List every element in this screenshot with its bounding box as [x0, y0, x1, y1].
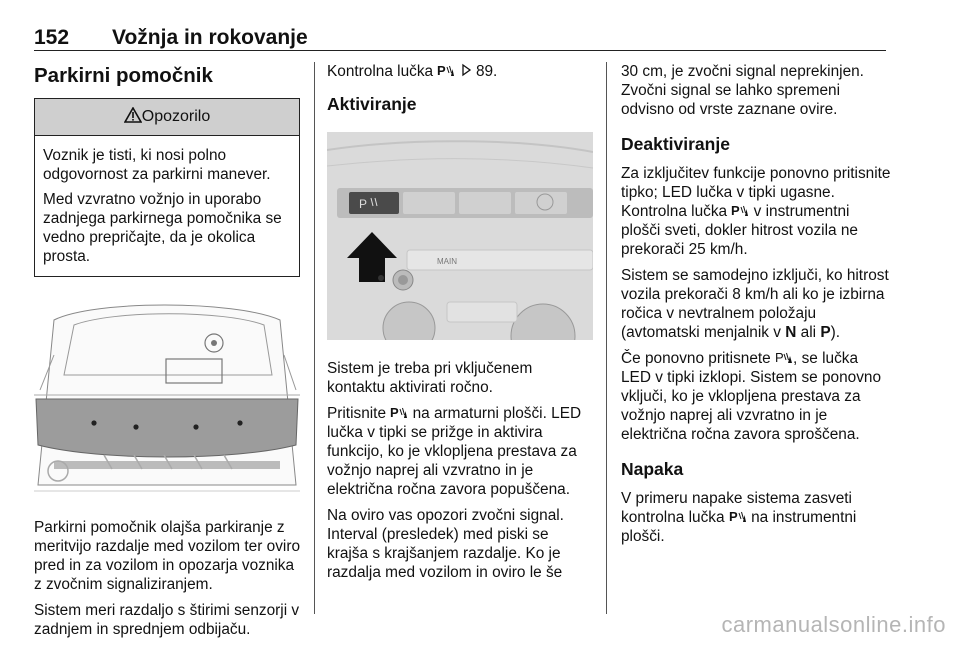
body-paragraph — [621, 164, 891, 259]
body-text: V primeru napake sistema zasveti kontrolna lučka — [621, 490, 852, 526]
svg-text:P: P — [728, 509, 738, 523]
column-3 — [621, 62, 891, 553]
subsection-title: Napaka — [621, 459, 684, 479]
warning-label: Opozorilo — [141, 108, 211, 125]
warning-box — [34, 98, 300, 277]
section-title: Parkirni pomočnik — [34, 64, 213, 87]
page-number: 152 — [34, 26, 70, 49]
warning-triangle-icon — [124, 107, 142, 123]
body-text: , se lučka LED v tipki izklopi. Sistem se ponovno vključi, ko je vklopljena prestava za vožnjo naprej ali vzvratno in je električna ročna zavora sproščena. — [621, 350, 882, 443]
subsection-title: Aktiviranje — [327, 94, 417, 114]
park-assist-button-icon — [775, 350, 793, 364]
body-text: na armaturni plošči. LED lučka v tipki se prižge in aktivira funkcijo, ko je vklopljena prestava za vožnjo naprej ali vzvratno in je električna ročna zavora popuščena. — [327, 405, 582, 498]
park-assist-icon — [390, 405, 408, 419]
svg-text:P: P — [437, 63, 447, 77]
watermark: carmanualsonline.info — [721, 612, 946, 637]
park-assist-icon — [729, 509, 747, 523]
chapter-title: Vožnja in rokovanje — [112, 26, 308, 49]
panel-label: MAIN — [437, 257, 457, 266]
gear-letter: P — [820, 324, 831, 341]
body-paragraph: Sistem meri razdaljo s štirimi senzorji v zadnjem in sprednjem odbijaču. — [34, 602, 300, 638]
reference-text: Kontrolna lučka — [327, 63, 434, 80]
reference-line — [327, 62, 593, 81]
body-paragraph — [621, 266, 891, 342]
body-text: Pritisnite — [327, 405, 387, 422]
body-paragraph: 30 cm, je zvočni signal neprekinjen. Zvočni signal se lahko spremeni odvisno od vrste zaznane ovire. — [621, 63, 864, 118]
park-assist-icon — [437, 63, 455, 77]
warning-header — [35, 99, 299, 136]
rear-bumper-sensors-illustration — [34, 295, 300, 503]
subsection-title: Deaktiviranje — [621, 134, 730, 154]
column-divider — [606, 62, 607, 614]
svg-text:P: P — [775, 350, 784, 364]
body-paragraph — [327, 404, 593, 499]
gear-letter: N — [785, 324, 797, 341]
body-paragraph — [621, 349, 891, 444]
column-1 — [34, 62, 300, 646]
dashboard-button-illustration — [327, 132, 593, 340]
page-reference: 89. — [475, 63, 498, 80]
page-reference-icon — [460, 63, 472, 77]
page-header — [34, 26, 886, 51]
body-text: Če ponovno pritisnete — [621, 350, 771, 367]
body-text: Sistem se samodejno izključi, ko hitrost vozila prekorači 8 km/h ali ko je izbirna ročica v nevtralnem položaju (avtomatski menjalnik v — [621, 267, 889, 341]
body-text: na instrumentni plošči. — [621, 509, 857, 545]
svg-text:P: P — [390, 405, 399, 419]
column-divider — [314, 62, 315, 614]
warning-text: Med vzvratno vožnjo in uporabo zadnjega parkirnega pomočnika se vedno prepričajte, da je okolica prosta. — [43, 191, 282, 265]
body-text: ali — [800, 324, 817, 341]
warning-text: Voznik je tisti, ki nosi polno odgovornost za parkirni manever. — [43, 147, 271, 183]
svg-text:P: P — [731, 203, 741, 217]
column-2 — [327, 62, 593, 589]
body-text: Za izključitev funkcije ponovno pritisnite tipko; LED lučka v tipki ugasne. Kontrolna lučka — [621, 165, 891, 220]
svg-text:P: P — [359, 197, 368, 211]
body-paragraph: Parkirni pomočnik olajša parkiranje z meritvijo razdalje med vozilom ter oviro pred in za vozilom in opozarja voznika z zvočnim signaliziranjem. — [34, 519, 300, 593]
park-assist-icon — [731, 203, 749, 217]
body-text: v instrumentni plošči sveti, dokler hitrost vozila ne prekorači 25 km/h. — [621, 203, 858, 258]
body-paragraph: Na oviro vas opozori zvočni signal. Interval (presledek) med piski se krajša s krajšanjem razdalje. Ko je razdalja med vozilom in oviro le še — [327, 507, 564, 581]
body-paragraph — [621, 489, 891, 546]
body-paragraph: Sistem je treba pri vključenem kontaktu aktivirati ročno. — [327, 360, 533, 396]
body-text: ). — [830, 324, 840, 341]
